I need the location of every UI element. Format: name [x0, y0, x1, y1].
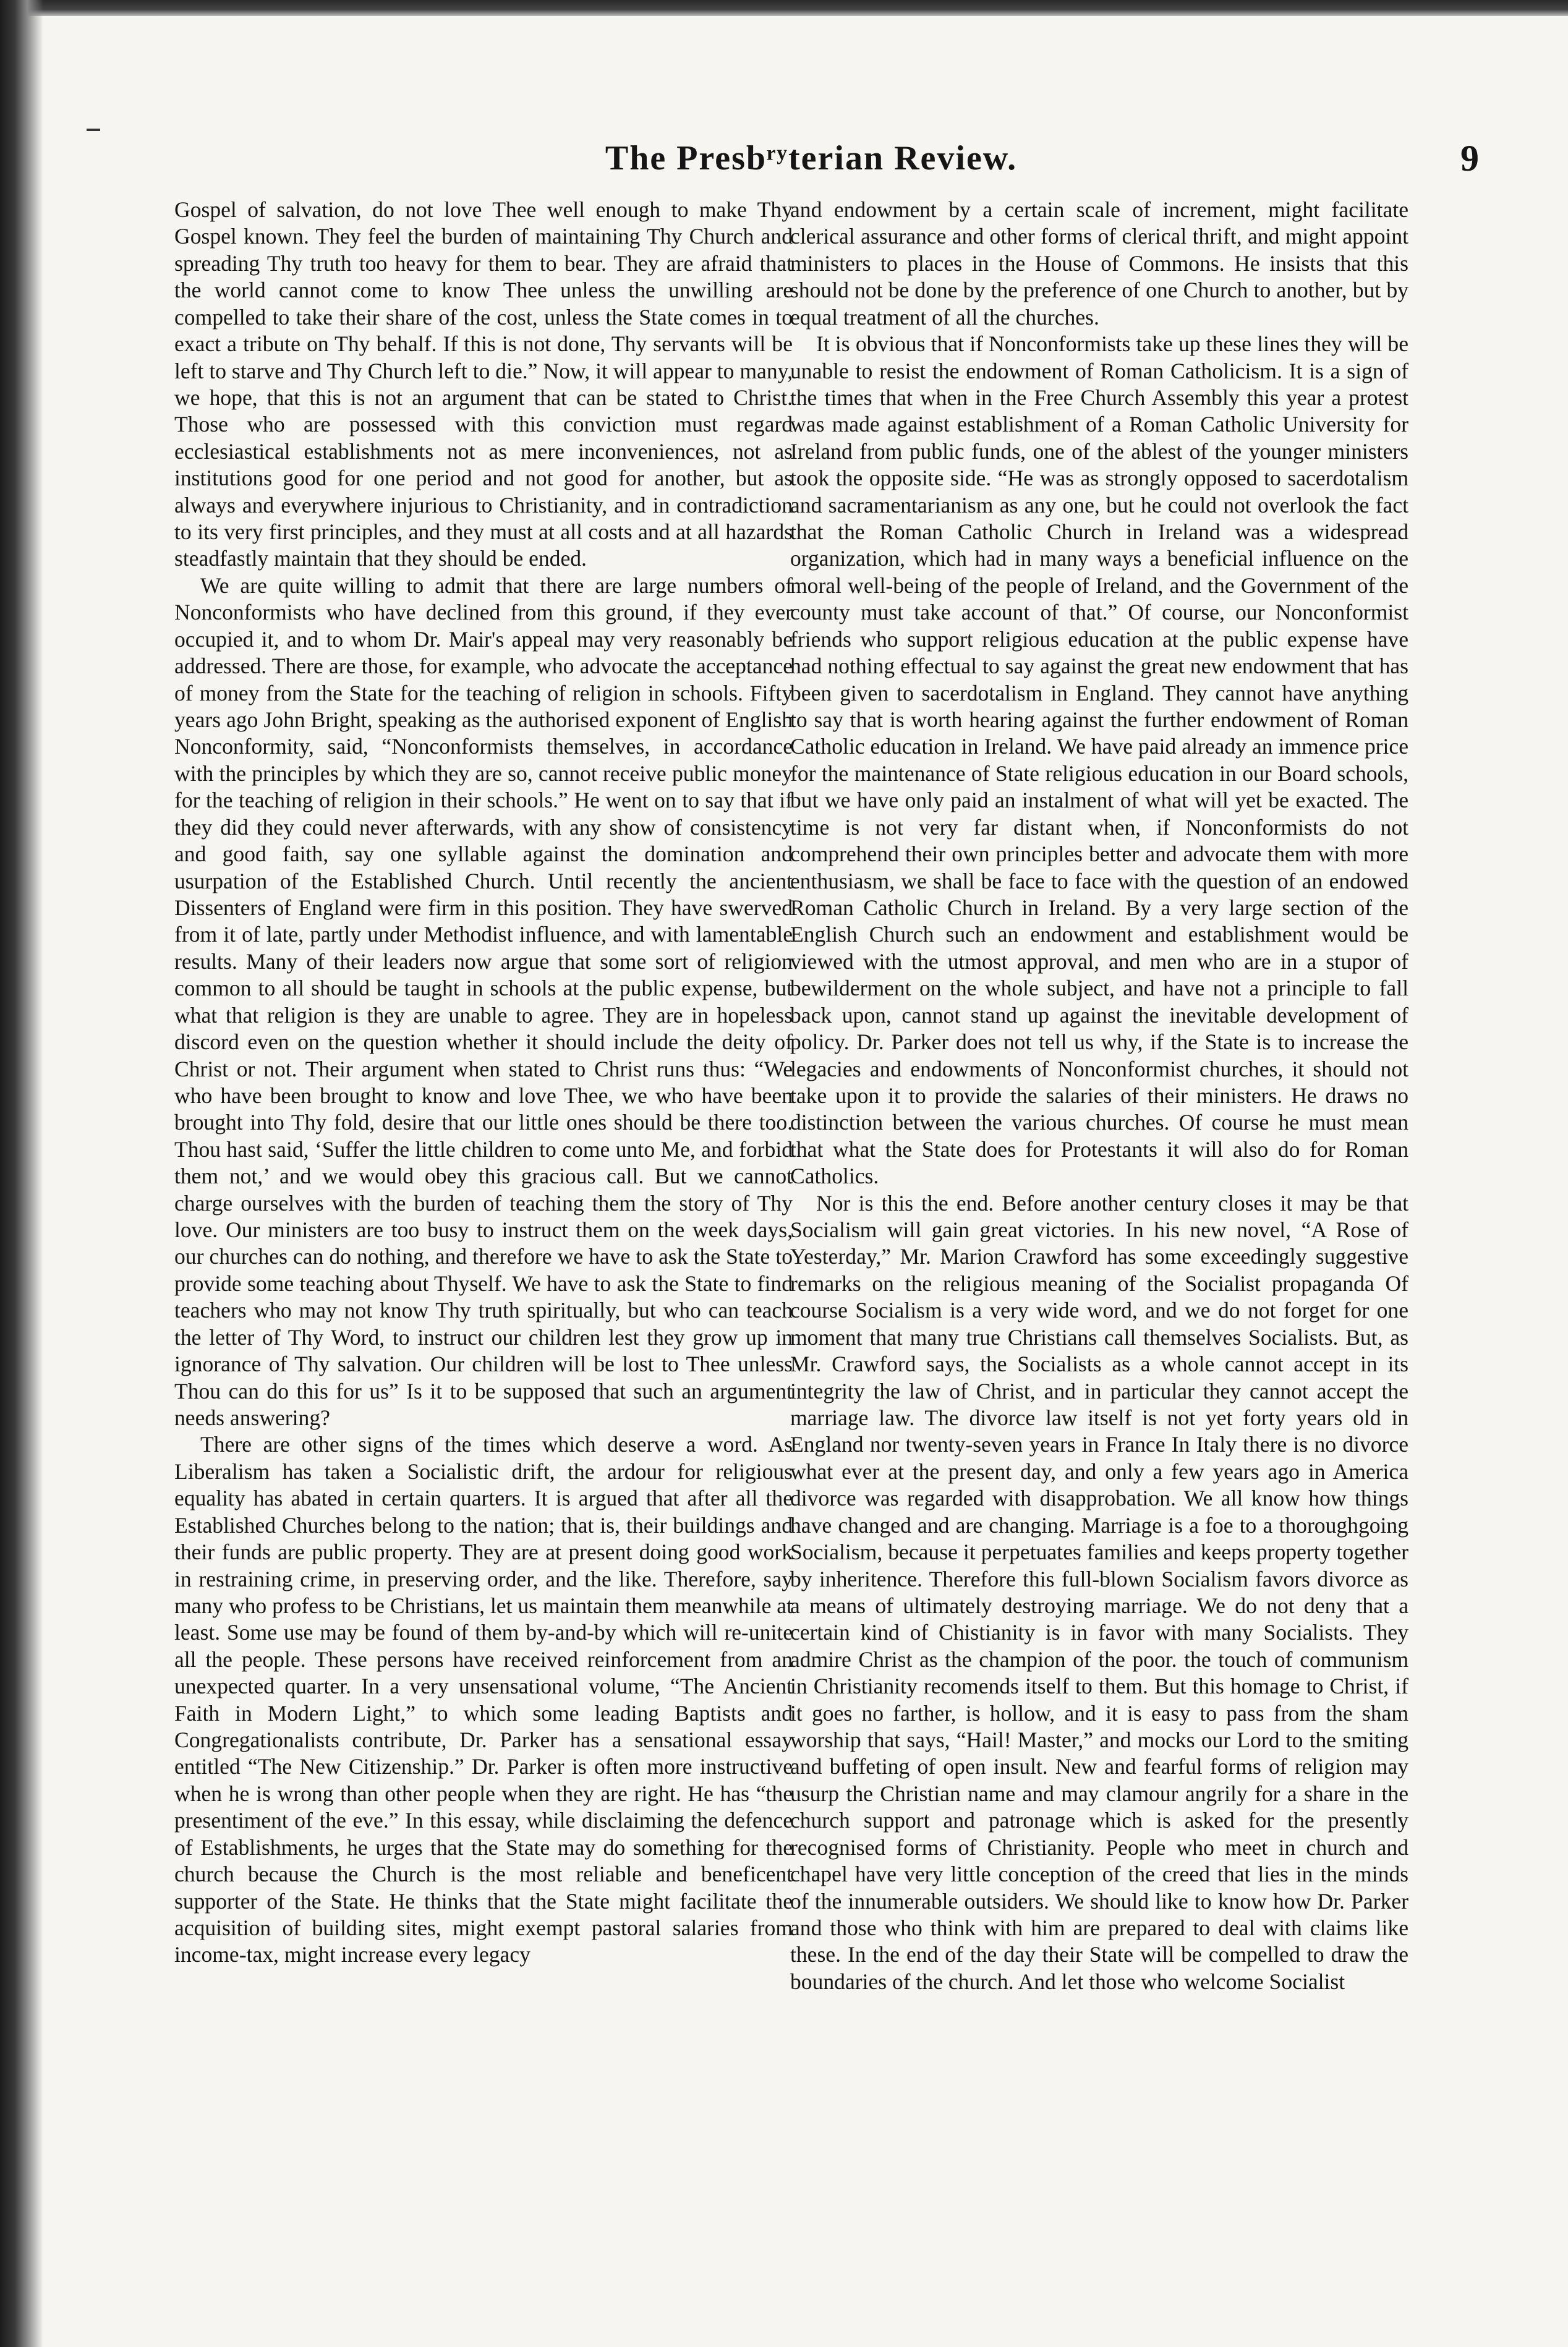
paragraph: There are other signs of the times which deserve a word. As Liberalism has taken a Socialistic drift, the ardour for religious equality has abated in certain quarters. It is argued that after all the Established Churches belong to the nation; that is, their buildings and their funds are public property. They are at present doing good work in restraining crime, in preserving order, and the like. Therefore, say many who profess to be Christians, let us maintain them meanwhile at least. Some use may be found of them by-and-by which will re-unite all the people. These persons have received reinforcement from an unexpected quarter. In a very unsensational volume, “The Ancient Faith in Modern Light,” to which some leading Baptists and Congregationalists contribute, Dr. Parker has a sensational essay entitled “The New Citizenship.” Dr. Parker is often more instructive when he is wrong than other people when they are right. He has “the presentiment of the eve.” In this essay, while disclaiming the defence of Establishments, he urges that the State may do something for the church because the Church is the most reliable and beneficent supporter of the State. He thinks that the State might facilitate the acquisition of building sites, might exempt pastoral salaries from income-tax, might increase every legacy	[174, 1432, 793, 1967]
paragraph: We are quite willing to admit that there are large numbers of Nonconformists who have declined from this ground, if they ever occupied it, and to whom Dr. Mair's appeal may very reasonably be addressed. There are those, for example, who advocate the acceptance of money from the State for the teaching of religion in schools. Fifty years ago John Bright, speaking as the authorised exponent of English Nonconformity, said, “Nonconformists themselves, in accordance with the principles by which they are so, cannot receive public money for the teaching of religion in their schools.” He went on to say that if they did they could never afterwards, with any show of consistency and good faith, say one syllable against the domination and usurpation of the Established Church. Until recently the ancient Dissenters of England were firm in this position. They have swerved from it of late, partly under Methodist influence, and with lamentable results. Many of their leaders now argue that some sort of religion common to all should be taught in schools at the public expense, but what that religion is they are unable to agree. They are in hopeless discord even on the question whether it should include the deity of Christ or not. Their argument when stated to Christ runs thus: “We who have been brought to know and love Thee, we who have been brought into Thy fold, desire that our little ones should be there too. Thou hast said, ‘Suffer the little children to come unto Me, and forbid them not,’ and we would obey this gracious call. But we cannot charge ourselves with the burden of teaching them the story of Thy love. Our ministers are too busy to instruct them on the week days, our churches can do nothing, and therefore we have to ask the State to provide some teaching about Thyself. We have to ask the State to find teachers who may not know Thy truth spiritually, but who can teach the letter of Thy Word, to instruct our children lest they grow up in ignorance of Thy salvation. Our children will be lost to Thee unless Thou can do this for us” Is it to be supposed that such an argument needs answering?	[174, 573, 793, 1430]
paragraph: It is obvious that if Nonconformists take up these lines they will be unable to resist the endowment of Roman Catholicism. It is a sign of the times that when in the Free Church Assembly this year a protest was made against establishment of a Roman Catholic University for Ireland from public funds, one of the ablest of the younger ministers took the opposite side. “He was as strongly opposed to sacerdotalism and sacramentarianism as any one, but he could not overlook the fact that the Roman Catholic Church in Ireland was a widespread organization, which had in many ways a beneficial influence on the moral well-being of the people of Ireland, and the Government of the county must take account of that.” Of course, our Nonconformist friends who support religious education at the public expense have had nothing effectual to say against the great new endowment that has been given to sacerdotalism in England. They cannot have anything to say that is worth hearing against the further endowment of Roman Catholic education in Ireland. We have paid already an immence price for the maintenance of State religious education in our Board schools, but we have only paid an instalment of what will yet be exacted. The time is not very far distant when, if Nonconformists do not comprehend their own principles better and advocate them with more enthusiasm, we shall be face to face with the question of an endowed Roman Catholic Church in Ireland. By a very large section of the English Church such an endowment and establishment would be viewed with the utmost approval, and men who are in a stupor of bewilderment on the whole subject, and have not a principle to fall back upon, cannot stand up against the inevitable development of policy. Dr. Parker does not tell us why, if the State is to increase the legacies and endowments of Nonconformist churches, it should not take upon it to provide the salaries of their ministers. He draws no distinction between the various churches. Of course he must mean that what the State does for Protestants it will also do for Roman Catholics.	[790, 331, 1408, 1189]
left-column	[174, 197, 793, 2324]
page-number: 9	[1460, 138, 1479, 179]
paragraph: Gospel of salvation, do not love Thee well enough to make Thy Gospel known. They feel the burden of maintaining Thy Church and spreading Thy truth too heavy for them to bear. They are afraid that the world cannot come to know Thee unless the unwilling are compelled to take their share of the cost, unless the State comes in to exact a tribute on Thy behalf. If this is not done, Thy servants will be left to starve and Thy Church left to die.” Now, it will appear to many, we hope, that this is not an argument that can be stated to Christ. Those who are possessed with this conviction must regard ecclesiastical establishments not as mere inconveniences, not as institutions good for one period and not good for another, but as always and everywhere injurious to Christianity, and in contradiction to its very first principles, and they must at all costs and at all hazards steadfastly maintain that they should be ended.	[174, 197, 793, 571]
page-header	[143, 134, 1479, 183]
paragraph: and endowment by a certain scale of increment, might facilitate clerical assurance and other forms of clerical thrift, and might appoint ministers to places in the House of Commons. He insists that this should not be done by the preference of one Church to another, but by equal treatment of all the churches.	[790, 197, 1408, 330]
right-column	[790, 197, 1408, 2324]
running-title: The Presbʳʸterian Review.	[605, 139, 1018, 177]
printer-mark	[87, 129, 100, 131]
scan-top-edge	[0, 0, 1568, 16]
paragraph: Nor is this the end. Before another century closes it may be that Socialism will gain great victories. In his new novel, “A Rose of Yesterday,” Mr. Marion Crawford has some exceedingly suggestive remarks on the religious meaning of the Socialist propaganda Of course Socialism is a very wide word, and we do not forget for one moment that many true Christians call themselves Socialists. But, as Mr. Crawford says, the Socialists as a whole cannot accept in its integrity the law of Christ, and in particular they cannot accept the marriage law. The divorce law itself is not yet forty years old in England nor twenty-seven years in France In Italy there is no divorce what ever at the present day, and only a few years ago in America divorce was regarded with disapprobation. We all know how things have changed and are changing. Marriage is a foe to a thoroughgoing Socialism, because it perpetuates families and keeps property together by inheritence. Therefore this full-blown Socialism favors divorce as a means of ultimately destroying marriage. We do not deny that a certain kind of Chistianity is in favor with many Socialists. They admire Christ as the champion of the poor. the touch of communism in Christianity recomends itself to them. But this homage to Christ, if it goes no farther, is hollow, and it is easy to pass from the sham worship that says, “Hail! Master,” and mocks our Lord to the smiting and buffeting of open insult. New and fearful forms of religion may usurp the Christian name and may clamour angrily for a share in the church support and patronage which is asked for the presently recognised forms of Christianity. People who meet in church and chapel have very little conception of the creed that lies in the minds of the innumerable outsiders. We should like to know how Dr. Parker and those who think with him are prepared to deal with claims like these. In the end of the day their State will be compelled to draw the boundaries of the church. And let those who welcome Socialist	[790, 1190, 1408, 1994]
scan-left-edge	[0, 0, 43, 2347]
